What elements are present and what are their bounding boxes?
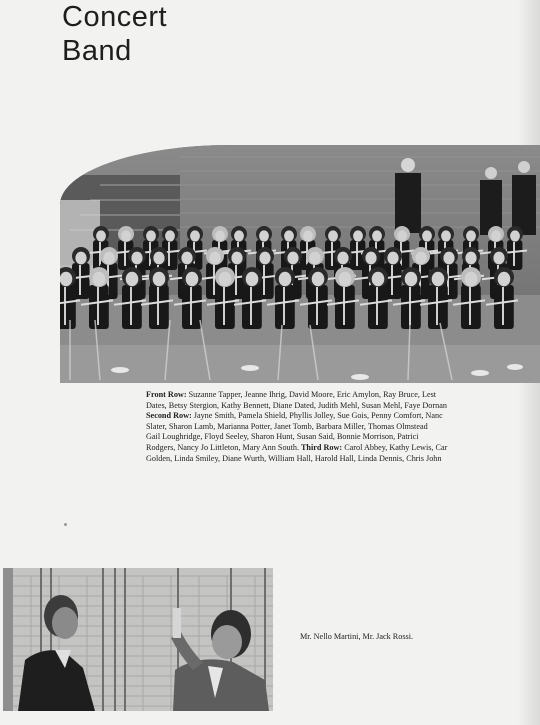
band-member-face	[387, 252, 398, 265]
band-photo-image	[60, 145, 540, 383]
band-member-face	[165, 230, 175, 241]
band-member-face	[441, 230, 451, 241]
title-line-2: Band	[62, 35, 132, 67]
uniform-stripe	[97, 287, 99, 325]
uniform-stripe	[64, 287, 66, 325]
band-member-face	[153, 272, 166, 286]
band-member-face	[131, 252, 142, 265]
uniform-stripe	[250, 287, 252, 325]
caption-names: Slater, Sharon Lamb, Marianna Potter, Janet Tomb, Barbara Miller, Thomas Olmstead	[146, 421, 428, 431]
band-member-face	[510, 230, 520, 241]
caption-line	[146, 432, 538, 443]
band-member-face	[465, 252, 476, 265]
uniform-stripe	[79, 265, 81, 295]
band-member-face	[397, 230, 407, 241]
uniform-stripe	[331, 242, 333, 266]
band-member-face	[279, 272, 292, 286]
band-member-face	[339, 272, 352, 286]
band-member-face	[60, 272, 72, 286]
caption-names: Suzanne Tapper, Jeanne Ihrig, David Moore, Eric Amylon, Ray Bruce, Lest	[186, 390, 437, 399]
band-member-face	[491, 230, 501, 241]
uniform-stripe	[469, 287, 471, 325]
conductors-photo	[3, 568, 273, 711]
page-title	[62, 0, 167, 68]
band-member-face	[209, 252, 220, 265]
band-member-face	[337, 252, 348, 265]
band-member-face	[372, 272, 385, 286]
caption-names: Rodgers, Nancy Jo Littleton, Mary Ann South.	[146, 442, 300, 452]
band-member-face	[415, 252, 426, 265]
caption-names: Golden, Linda Smiley, Diane Wurth, William Hall, Harold Hall, Linda Dennis, Chris John	[146, 453, 442, 463]
band-member-face	[328, 230, 338, 241]
band-member-face	[103, 252, 114, 265]
uniform-stripe	[168, 242, 170, 266]
uniform-stripe	[409, 287, 411, 325]
uniform-stripe	[213, 265, 215, 295]
caption-line	[146, 390, 538, 401]
uniform-stripe	[130, 287, 132, 325]
band-member-face	[365, 252, 376, 265]
band-member-face	[498, 272, 511, 286]
band-member-face	[287, 252, 298, 265]
uniform-stripe	[124, 242, 126, 266]
band-member-face	[465, 272, 478, 286]
row-label-front: Front Row:	[146, 390, 187, 399]
caption-line	[146, 401, 538, 412]
band-member-face	[219, 272, 232, 286]
band-member-face	[186, 272, 199, 286]
row-label-third: Third Row:	[299, 442, 343, 452]
uniform-stripe	[502, 287, 504, 325]
band-member-face	[234, 230, 244, 241]
conductors-photo-image	[3, 568, 273, 711]
uniform-stripe	[343, 287, 345, 325]
band-member-face	[75, 252, 86, 265]
title-line-1: Concert	[62, 1, 168, 33]
band-photo-caption	[146, 390, 538, 464]
print-speck	[64, 523, 67, 526]
uniform-stripe	[376, 287, 378, 325]
band-member-face	[96, 230, 106, 241]
uniform-stripe	[263, 265, 265, 295]
band-member-face	[353, 230, 363, 241]
conductors-caption: Mr. Nello Martini, Mr. Jack Rossi.	[300, 632, 414, 641]
band-member-face	[432, 272, 445, 286]
band-member-face	[303, 230, 313, 241]
caption-line	[146, 411, 538, 422]
band-member-face	[259, 252, 270, 265]
band-member-face	[231, 252, 242, 265]
band-member-face	[309, 252, 320, 265]
uniform-stripe	[157, 287, 159, 325]
caption-line	[146, 454, 538, 465]
caption-names: Carol Abbey, Kathy Lewis, Car	[342, 442, 448, 452]
band-member-face	[372, 230, 382, 241]
band-member-face	[93, 272, 106, 286]
uniform-stripe	[235, 265, 237, 295]
uniform-stripe	[283, 287, 285, 325]
uniform-stripe	[436, 287, 438, 325]
caption-names: Gail Loughridge, Floyd Seeley, Sharon Hunt, Susan Said, Bonnie Morrison, Patrici	[146, 432, 419, 442]
band-member-face	[126, 272, 139, 286]
band-group-photo	[60, 145, 540, 383]
uniform-stripe	[190, 287, 192, 325]
uniform-stripe	[223, 287, 225, 325]
band-member-face	[246, 272, 259, 286]
uniform-stripe	[391, 265, 393, 295]
band-member-face	[405, 272, 418, 286]
uniform-stripe	[356, 242, 358, 266]
caption-line	[146, 422, 538, 433]
band-member-face	[466, 230, 476, 241]
band-member-face	[181, 252, 192, 265]
band-member-face	[259, 230, 269, 241]
band-member-face	[284, 230, 294, 241]
band-member-face	[153, 252, 164, 265]
band-member-body	[60, 285, 76, 329]
caption-names: Dates, Betsy Stergion, Kathy Bennett, Diane Dated, Judith Mehl, Susan Mehl, Faye Dornan	[146, 400, 447, 410]
band-member-face	[121, 230, 131, 241]
band-member-face	[493, 252, 504, 265]
band-member-face	[215, 230, 225, 241]
band-member-face	[443, 252, 454, 265]
band-member-face	[190, 230, 200, 241]
row-label-second: Second Row:	[146, 411, 192, 421]
caption-names: Jayne Smith, Pamela Shield, Phyllis Jolley, Sue Gois, Penny Comfort, Nanc	[191, 411, 443, 421]
uniform-stripe	[513, 242, 515, 266]
uniform-stripe	[316, 287, 318, 325]
band-member-face	[312, 272, 325, 286]
band-member-face	[146, 230, 156, 241]
band-member-face	[422, 230, 432, 241]
caption-line	[146, 443, 538, 454]
